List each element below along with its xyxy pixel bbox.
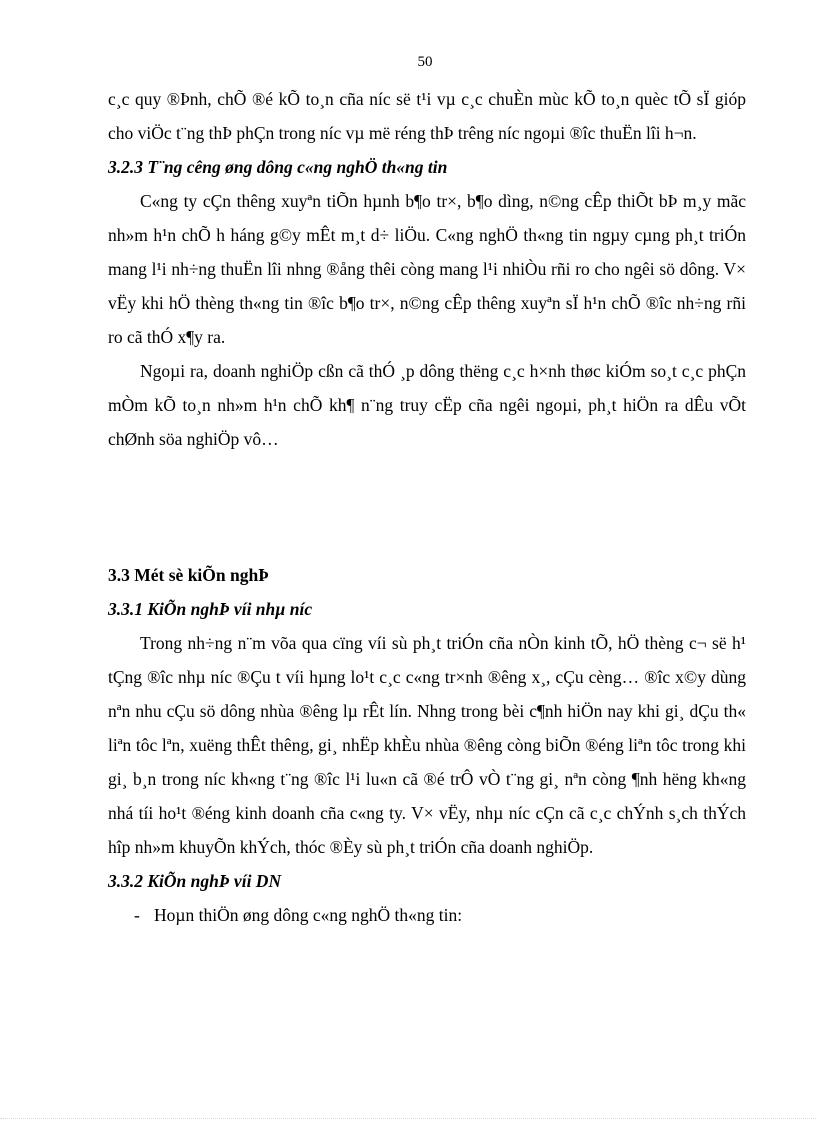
page-bottom-border [0,1118,816,1119]
paragraph-state-recommendation: Trong nh÷ng n¨m võa qua cïng víi sù ph¸t triÓn cña nÒn kinh tÕ, hÖ thèng c¬ së h¹ tÇng ®îc nhµ níc ®Çu t víi hµng lo¹t c¸c c«ng tr×nh ®êng x¸, cÇu cèng… ®îc x©y dùng nªn nhu cÇu sö dông nhùa ®êng lµ rÊt lín. Nhng trong bèi c¶nh hiÖn nay khi gi¸ dÇu th« liªn tôc lªn, xuëng thÊt thêng, gi¸ nhËp khÈu nhùa ®êng còng biÕn ®éng liªn tôc trong khi gi¸ b¸n trong níc kh«ng t¨ng ®îc l¹i lu«n cã ®é trÔ vÒ t¨ng gi¸ nªn còng ¶nh hëng kh«ng nhá tíi ho¹t ®éng kinh doanh cña c«ng ty. V× vËy, nhµ níc cÇn cã c¸c chÝnh s¸ch thÝch hîp nh»m khuyÕn khÝch, thóc ®Èy sù ph¸t triÓn cña doanh nghiÖp. [108,633,746,857]
heading-3-3: 3.3 Mét sè kiÕn nghÞ [108,565,269,585]
bullet-dash: - [134,905,140,925]
page-number: 50 [417,54,433,70]
paragraph-intro: c¸c quy ®Þnh, chÕ ®é kÕ to¸n cña níc së t¹i vµ c¸c chuÈn mùc kÕ to¸n quèc tÕ sÏ gióp cho viÖc t¨ng thÞ phÇn trong níc vµ më réng thÞ trêng níc ngoµi ®îc thuËn lîi h¬n. [108,89,746,143]
heading-3-3-2: 3.3.2 KiÕn nghÞ víi DN [108,871,282,891]
list-item [108,898,746,932]
list-item-text: Hoµn thiÖn øng dông c«ng nghÖ th«ng tin: [154,905,463,925]
heading-3-2-3: 3.2.3 T¨ng cêng øng dông c«ng nghÖ th«ng tin [108,157,448,177]
paragraph-maintenance: C«ng ty cÇn thêng xuyªn tiÕn hµnh b¶o tr×, b¶o dìng, n©ng cÊp thiÕt bÞ m¸y mãc nh»m h¹n chÕ h háng g©y mÊt m¸t d÷ liÖu. C«ng nghÖ th«ng tin ngµy cµng ph¸t triÓn mang l¹i nh÷ng thuËn lîi nhng ®ång thêi còng mang l¹i nhiÒu rñi ro cho ngêi sö dông. V× vËy khi hÖ thèng th«ng tin ®îc b¶o tr×, n©ng cÊp thêng xuyªn sÏ h¹n chÕ ®îc nh÷ng rñi ro cã thÓ x¶y ra. [108,191,746,347]
paragraph-software-control: Ngoµi ra, doanh nghiÖp cßn cã thÓ ¸p dông thëng c¸c h×nh thøc kiÓm so¸t c¸c phÇn mÒm kÕ to¸n nh»m h¹n chÕ kh¶ n¨ng truy cËp cña ngêi ngoµi, ph¸t hiÖn ra dÊu vÕt chØnh söa nghiÖp vô… [108,361,746,449]
section-gap [108,456,746,558]
heading-3-3-1: 3.3.1 KiÕn nghÞ víi nhµ níc [108,599,313,619]
page-content [108,82,746,932]
